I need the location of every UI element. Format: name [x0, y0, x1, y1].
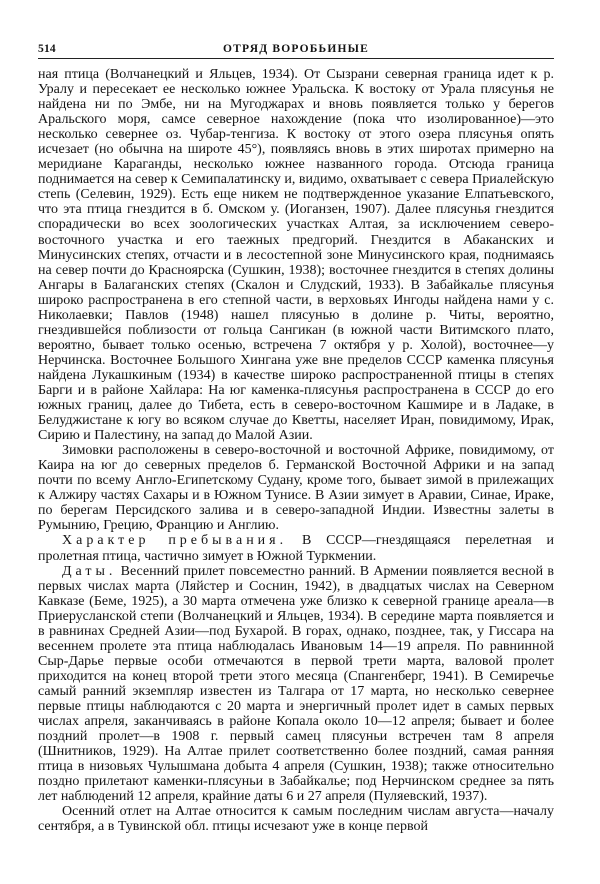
paragraph-dates-text: Весенний прилет повсеместно ранний. В Армении появляется весной в первых числах марта (Ляйстер и Соснин, 1942), в двадцатых числах на Северном Кавказе (Беме, 1925), а 30 марта отмечена уже близко к северной границе ареала—в Приерусланской степи (Волчанецкий и Яльцев, 1934). В середине марта появляется и в равнинах Средней Азии—под Бухарой. В горах, однако, позднее, так, у Гиссара на весеннем пролете эта птица наблюдалась Ивановым 14—19 апреля. По равнинной Сыр-Дарье первые особи отмечаются в первой трети марта, валовой пролет приходится на конец второй трети этого месяца (Спангенберг, 1941). В Семиречье самый ранний экземпляр известен из Талгара от 17 марта, но несколько севернее первые птицы наблюдаются с 20 марта и энергичный пролет идет в самых первых числах апреля, заканчиваясь в районе Копала около 10—12 апреля; бывает и более поздний пролет—в 1908 г. первый самец плясуньи встречен там 8 апреля (Шнитников, 1929). На Алтае прилет соответственно более поздний, самая ранняя птица в низовьях Чулышмана добыта 4 апреля (Сушкин, 1938); также относительно поздно прилетают каменки-плясуньи в Забайкалье; под Нерчинском среднее за пять лет наблюдений 12 апреля, крайние даты 6 и 27 апреля (Пуляевский, 1937).	[38, 563, 554, 805]
running-title: ОТРЯД ВОРОБЬИНЫЕ	[223, 43, 369, 55]
running-header	[38, 41, 554, 57]
paragraph-status	[38, 533, 554, 563]
section-label-dates: Даты.	[62, 563, 117, 579]
section-label-status: Характер пребывания.	[62, 533, 288, 549]
paragraph-dates	[38, 564, 554, 805]
paragraph-autumn-text: Осенний отлет на Алтае относится к самым последним числам августа—началу сентября, а в Тувинской обл. птицы исчезают уже в конце первой	[38, 804, 554, 835]
paragraph-autumn	[38, 804, 554, 834]
body-text	[38, 67, 554, 834]
header-rule	[38, 58, 554, 59]
paragraph-winter	[38, 443, 554, 533]
paragraph-range	[38, 67, 554, 443]
paragraph-status-text: В СССР—гнездящаяся перелетная и пролетная птица, частично зимует в Южной Туркмении.	[38, 533, 554, 564]
paragraph-range-text: ная птица (Волчанецкий и Яльцев, 1934). От Сызрани северная граница идет к р. Уралу и пересекает ее несколько южнее Уральска. К востоку от Урала плясунья не найдена ни по Эмбе, ни на Мугоджарах и вновь появляется только у берегов Аральского моря, самсе северное нахождение (пока что изолированное)—это несколько севернее оз. Чубар-тенгиза. К востоку от этого озера плясунья опять исчезает (но обычна на широте 45°), появляясь вновь в этих широтах примерно на меридиане Караганды, несколько южнее названного города. Отсюда граница поднимается на север к Семипалатинску и, видимо, охватывает с севера Приалейскую степь (Селевин, 1929). Есть еще никем не подтвержденное указание Елпатьевского, что эта птица гнездится в б. Омском у. (Иоганзен, 1907). Далее плясунья гнездится спорадически во всех зоологических участках Алтая, за исключением северо-восточного участка и его таежных предгорий. Гнездится в Абаканских и Минусинских степях, отчасти и в лесостепной зоне Минусинского края, поднимаясь на север почти до Красноярска (Сушкин, 1938); восточнее гнездится в степях долины Ангары в Балаганских степях (Скалон и Слудский, 1933). В Забайкалье плясунья широко распространена в его степной части, в верховьях Ингоды найдена нами у с. Николаевки; Павлов (1948) нашел плясунью в долине р. Читы, вероятно, гнездившейся поблизости от гольца Сангикан (в южной части Витимского плато, вероятно, бывает только осенью, встречена 7 октября у р. Холой), восточнее—у Нерчинска. Восточнее Большого Хингана уже вне пределов СССР каменка плясунья найдена Лукашкиным (1934) в качестве широко распространенной птицы в степях Барги и в районе Хайлара: На юг каменка-плясунья распространена в СССР до его южных границ, далее до Тибета, есть в северо-восточном Кашмире и в Ладаке, в Белуджистане к югу во всяком случае до Кветты, населяет Иран, повидимому, Ирак, Сирию и Палестину, на запад до Малой Азии.	[38, 67, 555, 444]
page-number: 514	[38, 43, 56, 55]
paragraph-winter-text: Зимовки расположены в северо-восточной и восточной Африке, повидимому, от Каира на юг до северных пределов б. Германской Восточной Африки и на запад почти по всему Англо-Египетскому Судану, кроме того, бывает зимой в прилежащих к Алжиру частях Сахары и в Южном Тунисе. В Азии зимует в Аравии, Синае, Ираке, по берегам Персидского залива и в северо-западной Индии. Известны залеты в Румынию, Грецию, Францию и Англию.	[38, 443, 554, 534]
